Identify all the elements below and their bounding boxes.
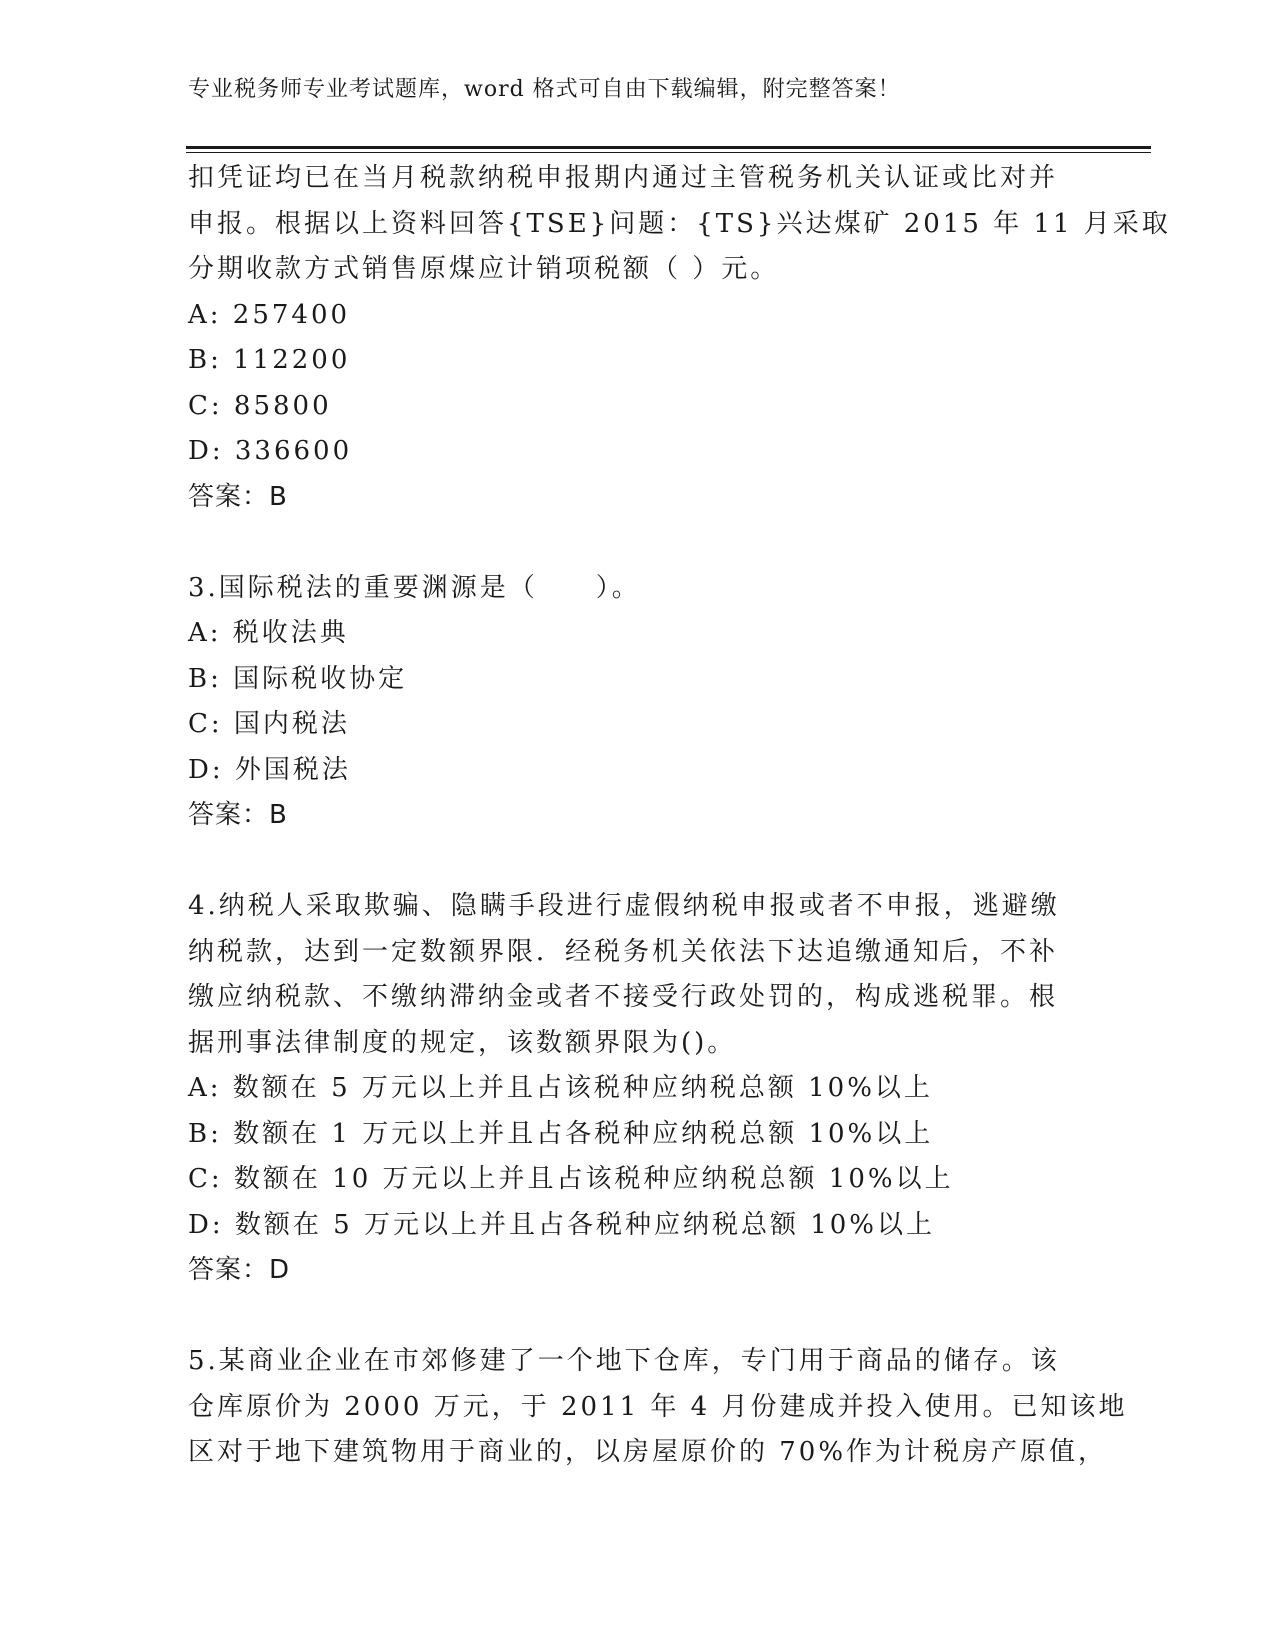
- option-a: A: 257400: [188, 299, 351, 330]
- question-5: [188, 1339, 1128, 1476]
- question-4: [188, 884, 1118, 1294]
- spacer: [188, 839, 1118, 885]
- answer-line: 答案：B: [188, 800, 288, 830]
- option-d: D: 外国税法: [188, 754, 351, 785]
- option-b: B: 国际税收协定: [188, 663, 408, 694]
- question-text-line: 申报。根据以上资料回答{TSE}问题：{TS}兴达煤矿 2015 年 11 月采取: [188, 208, 1171, 239]
- spacer: [188, 1294, 1118, 1340]
- page-header: 专业税务师专业考试题库，word 格式可自由下载编辑，附完整答案！: [188, 77, 901, 102]
- option-a: A: 数额在 5 万元以上并且占该税种应纳税总额 10%以上: [188, 1073, 933, 1103]
- question-text-line: 扣凭证均已在当月税款纳税申报期内通过主管税务机关认证或比对并: [188, 163, 1059, 193]
- question-2-continued: [188, 156, 1171, 520]
- option-d: D: 336600: [188, 436, 353, 466]
- question-text-line: 4.纳税人采取欺骗、隐瞒手段进行虚假纳税申报或者不申报，逃避缴: [188, 891, 1060, 921]
- question-text-line: 缴应纳税款、不缴纳滞纳金或者不接受行政处罚的，构成逃税罪。根: [188, 982, 1059, 1012]
- question-text-line: 纳税款，达到一定数额界限．经税务机关依法下达追缴通知后，不补: [188, 936, 1059, 967]
- option-a: A: 税收法典: [188, 618, 349, 648]
- answer-line: 答案：D: [188, 1255, 291, 1285]
- answer-line: 答案：B: [188, 481, 288, 512]
- document-body: [188, 156, 1171, 1476]
- question-text-line: 5.某商业企业在市郊修建了一个地下仓库，专门用于商品的储存。该: [188, 1346, 1060, 1376]
- question-3: [188, 566, 1118, 839]
- option-d: D: 数额在 5 万元以上并且占各税种应纳税总额 10%以上: [188, 1209, 935, 1240]
- option-c: C: 国内税法: [188, 709, 350, 739]
- option-c: C: 85800: [188, 390, 332, 421]
- question-text-line: 仓库原价为 2000 万元，于 2011 年 4 月份建成并投入使用。已知该地: [188, 1391, 1128, 1422]
- question-text-line: 分期收款方式销售原煤应计销项税额（ ）元。: [188, 254, 780, 284]
- option-b: B: 112200: [188, 345, 351, 375]
- header-rule-thick: [186, 146, 1151, 149]
- question-text-line: 据刑事法律制度的规定，该数额界限为()。: [188, 1027, 737, 1058]
- spacer: [188, 520, 1118, 566]
- option-c: C: 数额在 10 万元以上并且占该税种应纳税总额 10%以上: [188, 1164, 954, 1194]
- question-text-line: 区对于地下建筑物用于商业的，以房屋原价的 70%作为计税房产原值，: [188, 1437, 1108, 1467]
- question-text-line: 3.国际税法的重要渊源是（ ）。: [188, 572, 641, 603]
- option-b: B: 数额在 1 万元以上并且占各税种应纳税总额 10%以上: [188, 1118, 934, 1149]
- header-rule-thin: [186, 152, 1151, 153]
